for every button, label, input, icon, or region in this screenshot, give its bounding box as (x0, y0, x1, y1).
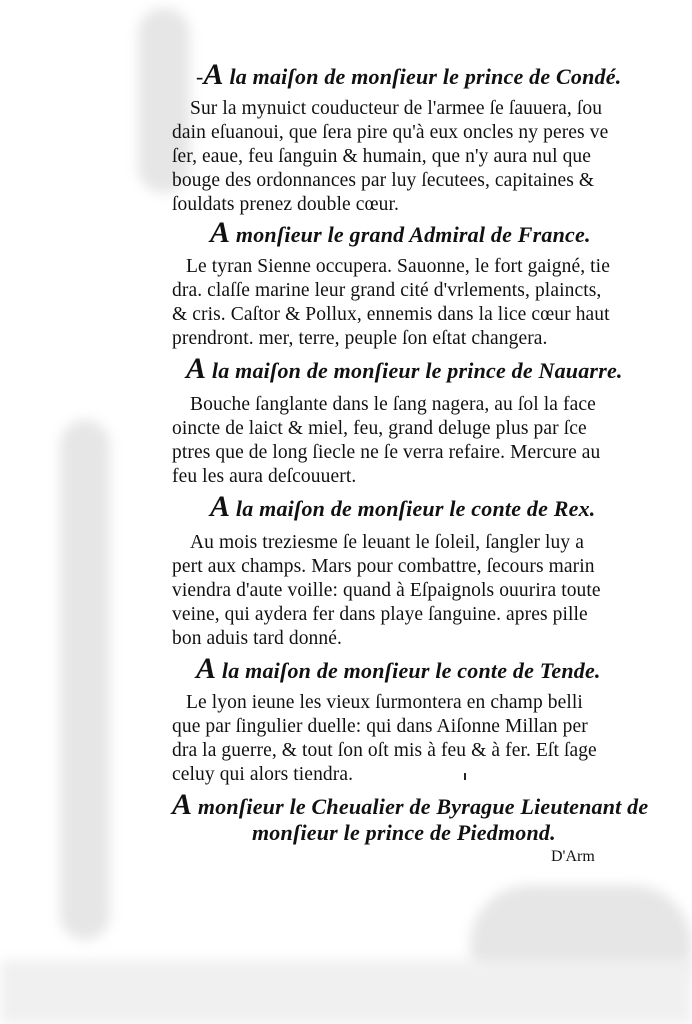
text-line: que par ſingulier duelle: qui dans Aiſonne Millan per (172, 716, 588, 737)
section-heading-continuation: monſieur le prince de Piedmond. (252, 820, 556, 845)
text-line: veine, qui aydera fer dans playe ſanguine. apres pille (172, 604, 588, 625)
text-line: Sur la mynuict couducteur de l'armee ſe ſauuera, ſou (190, 98, 603, 119)
text-line: oincte de laict & miel, feu, grand deluge plus par ſce (172, 418, 587, 439)
section-heading: -A la maiſon de monſieur le prince de Condé. (196, 58, 622, 91)
text-line: feu les aura deſcouuert. (172, 466, 357, 487)
text-line: ptres que de long ſiecle ne ſe verra refaire. Mercure au (172, 442, 601, 463)
text-line: prendront. mer, terre, peuple ſon eſtat changera. (172, 328, 548, 349)
text-line: Au mois treziesme ſe leuant le ſoleil, ſangler luy a (190, 532, 584, 553)
text-line: ſouldats prenez double cœur. (172, 194, 399, 215)
text-line: dra la guerre, & tout ſon oſt mis à feu & à fer. Eſt ſage (172, 740, 597, 761)
text-line: Bouche ſanglante dans le ſang nagera, au ſol la face (190, 394, 596, 415)
section-heading: A monſieur le Cheualier de Byrague Lieutenant de (172, 788, 649, 821)
section-heading: A la maiſon de monſieur le prince de Nauarre. (186, 352, 623, 385)
text-line: bouge des ordonnances par luy ſecutees, capitaines & (172, 170, 595, 191)
text-line: celuy qui alors tiendra. (172, 764, 354, 785)
text-line: pert aux champs. Mars pour combattre, ſecours marin (172, 556, 595, 577)
text-line: Le lyon ieune les vieux ſurmontera en champ belli (186, 692, 583, 713)
text-line: dain eſuanoui, que ſera pire qu'à eux oncles ny peres ve (172, 122, 609, 143)
text-line: Le tyran Sienne occupera. Sauonne, le fort gaigné, tie (186, 256, 610, 277)
text-line: dra. claſſe marine leur grand cité d'vrlements, plaincts, (172, 280, 602, 301)
section-heading: A la maiſon de monſieur le conte de Tende. (196, 652, 601, 685)
text-line: & cris. Caſtor & Pollux, ennemis dans la lice cœur haut (172, 304, 610, 325)
text-line: bon aduis tard donné. (172, 628, 342, 649)
section-heading: A monſieur le grand Admiral de France. (210, 216, 591, 249)
ink-mark (464, 773, 466, 780)
text-line: viendra d'aute voille: quand à Eſpaignols ouurira toute (172, 580, 601, 601)
section-heading: A la maiſon de monſieur le conte de Rex. (210, 490, 596, 523)
text-line: ſer, eaue, feu ſanguin & humain, que n'y aura nul que (172, 146, 592, 167)
catchword: D'Arm (551, 848, 595, 865)
